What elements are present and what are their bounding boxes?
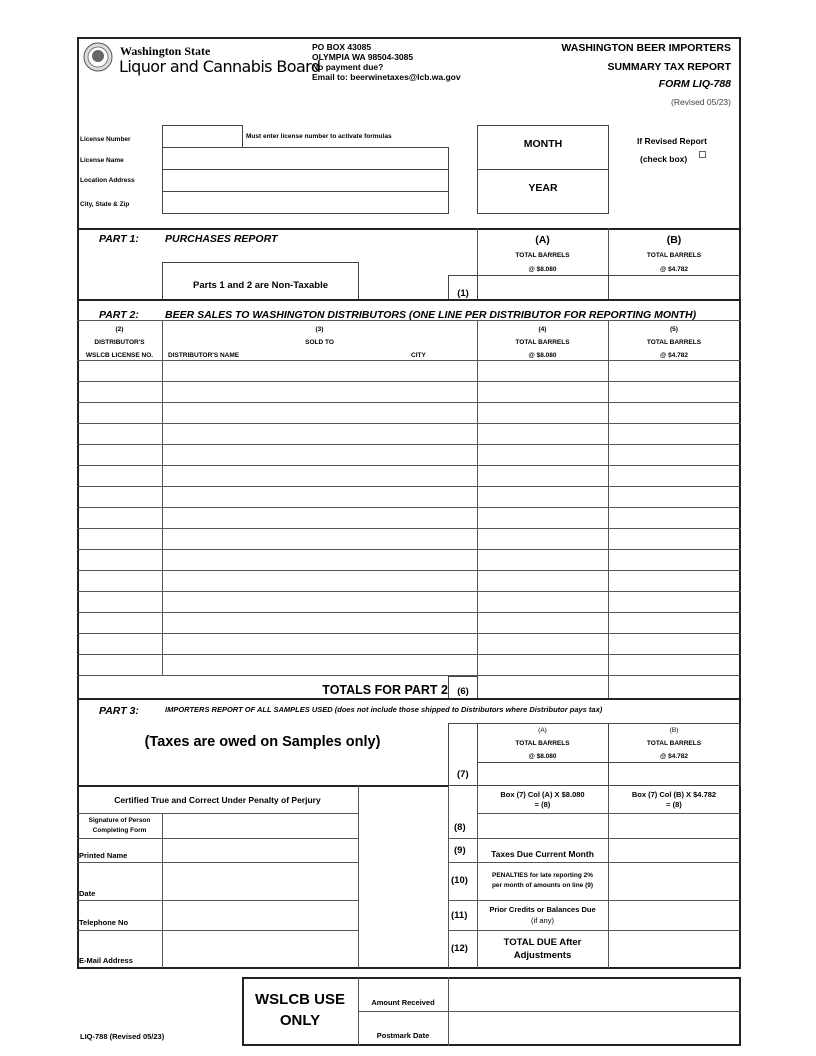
line-9-input[interactable] [609,839,740,862]
distributor-name-cell[interactable] [163,361,477,381]
col-4-cell[interactable] [478,613,608,633]
form-number: FORM LIQ-788 [658,78,731,90]
month-label: MONTH [523,138,563,150]
col-b-header: (B) [666,234,682,246]
col-4-cell[interactable] [478,361,608,381]
col-4-cell[interactable] [478,466,608,486]
line-10-input[interactable] [609,863,740,900]
col-5-cell[interactable] [609,571,740,591]
license-no-cell[interactable] [78,634,162,654]
distributor-name-cell[interactable] [163,403,477,423]
total-barrels-label: TOTAL BARRELS [646,740,702,747]
license-no-cell[interactable] [78,592,162,612]
col-5-cell[interactable] [609,487,740,507]
col-4-rate: @ $8.080 [528,352,557,359]
part1-title: PURCHASES REPORT [165,233,278,245]
calc-a-eq: = (8) [534,800,551,809]
revised-report-label: If Revised Report [637,136,707,146]
license-no-cell[interactable] [78,613,162,633]
col-4-number: (4) [538,326,547,333]
license-no-cell[interactable] [78,445,162,465]
distributor-name-cell[interactable] [163,508,477,528]
footer-form-id: LIQ-788 (Revised 05/23) [80,1032,165,1041]
signature-label: Signature of Person [88,817,151,824]
part3-title: IMPORTERS REPORT OF ALL SAMPLES USED (does not include those shipped to Distributors where Distributor pays tax) [165,705,603,714]
email-input[interactable] [163,931,358,968]
line-12-marker: (12) [451,943,468,954]
year-input[interactable] [477,169,609,214]
totals-col-4-input[interactable] [477,676,608,698]
samples-note: (Taxes are owed on Samples only) [144,734,381,750]
col-2-header: DISTRIBUTOR'S [94,339,145,346]
col-5-cell[interactable] [609,550,740,570]
city-input[interactable] [162,191,449,214]
part2-title: BEER SALES TO WASHINGTON DISTRIBUTORS (ONE LINE PER DISTRIBUTOR FOR REPORTING MONTH) [165,309,697,321]
col-5-cell[interactable] [609,403,740,423]
line-12-input[interactable] [609,931,740,968]
revised-date: (Revised 05/23) [670,97,731,107]
divider [77,299,741,301]
part1-col-b-input[interactable] [608,275,741,300]
rate-b: @ $4.782 [659,266,689,273]
amount-received-label: Amount Received [371,998,435,1007]
col-5-cell[interactable] [609,424,740,444]
telephone-input[interactable] [163,901,358,930]
divider [77,785,448,787]
license-no-cell[interactable] [78,508,162,528]
distributor-name-cell[interactable] [163,571,477,591]
col-5-number: (5) [670,326,678,333]
license-no-cell[interactable] [78,466,162,486]
totals-label: TOTALS FOR PART 2 [322,683,448,697]
divider [358,785,359,968]
col-4-cell[interactable] [478,529,608,549]
total-due-label: Adjustments [513,950,572,961]
distributor-name-cell[interactable] [163,445,477,465]
printed-name-input[interactable] [163,839,358,862]
license-no-cell[interactable] [78,487,162,507]
org-line2: Liquor and Cannabis Board [119,57,321,76]
certify-title: Certified True and Correct Under Penalty of Perjury [114,795,321,805]
address-line: OLYMPIA WA 98504-3085 [312,52,414,62]
col-5-cell[interactable] [609,592,740,612]
distributor-name-cell[interactable] [163,424,477,444]
col-4-cell[interactable] [478,655,608,675]
non-taxable-note [162,262,359,300]
col-4-cell[interactable] [478,424,608,444]
location-label: Location Address [80,177,135,184]
year-label: YEAR [528,182,558,194]
part1-col-a-input[interactable] [477,275,609,300]
license-note: Must enter license number to activate formulas [246,133,392,140]
address-line: PO BOX 43085 [312,42,372,52]
org-line1: Washington State [120,44,211,58]
line-1-marker: (1) [448,275,478,300]
penalties-label: PENALTIES for late reporting 2% [491,872,593,879]
check-box-label: (check box) [640,154,688,164]
telephone-label: Telephone No [79,918,129,927]
divider [448,785,449,968]
col-2-subheader: WSLCB LICENSE NO. [85,352,154,359]
col-5-cell[interactable] [609,466,740,486]
col-b-label: (B) [669,727,679,734]
distributor-name-cell[interactable] [163,529,477,549]
license-no-cell[interactable] [78,382,162,402]
col-5-cell[interactable] [609,382,740,402]
signature-input[interactable] [163,814,358,838]
divider [77,320,741,321]
col-5-header: TOTAL BARRELS [646,339,702,346]
distributor-name-cell[interactable] [163,655,477,675]
total-due-label: TOTAL DUE After [503,937,582,948]
col-4-cell[interactable] [478,403,608,423]
amount-received-input[interactable] [449,978,739,1011]
line-10-marker: (10) [451,875,468,886]
divider [77,228,741,230]
total-barrels-label: TOTAL BARRELS [515,740,570,747]
col-4-header: TOTAL BARRELS [515,339,570,346]
col-4-cell[interactable] [478,445,608,465]
distributor-name-cell[interactable] [163,634,477,654]
col-4-cell[interactable] [478,592,608,612]
form-subtitle: SUMMARY TAX REPORT [607,61,731,73]
license-no-cell[interactable] [78,550,162,570]
prior-credits-label: (if any) [531,916,554,925]
col-4-cell[interactable] [478,508,608,528]
line-8-col-b-input[interactable] [609,814,740,838]
col-5-cell[interactable] [609,655,740,675]
line-7-col-a-input[interactable] [477,762,609,786]
form-title: WASHINGTON BEER IMPORTERS [561,42,731,54]
col-3-header: SOLD TO [305,339,334,346]
distributor-name-cell[interactable] [163,382,477,402]
license-number-label: License Number [80,136,131,143]
email-address: Email to: beerwinetaxes@lcb.wa.gov [312,72,461,82]
rate-a: @ $8.080 [528,266,557,273]
revised-checkbox[interactable] [699,151,706,158]
part2-label: PART 2: [99,309,139,321]
total-barrels-label: TOTAL BARRELS [515,252,570,259]
col-a-label: (A) [538,727,547,734]
license-no-cell[interactable] [78,361,162,381]
calc-a-label: Box (7) Col (A) X $8.080 [500,790,585,799]
rate-b: @ $4.782 [659,753,689,760]
col-5-cell[interactable] [609,634,740,654]
email-label: E-Mail Address [79,956,133,965]
col-5-cell[interactable] [609,445,740,465]
part3-label: PART 3: [99,705,139,717]
col-5-cell[interactable] [609,361,740,381]
office-use-label: ONLY [279,1012,321,1029]
distributor-name-cell[interactable] [163,592,477,612]
line-9-marker: (9) [454,845,466,856]
state-seal-logo [83,42,113,72]
line-7-col-b-input[interactable] [608,762,741,786]
prior-credits-label: Prior Credits or Balances Due [489,905,596,914]
col-5-cell[interactable] [609,529,740,549]
divider [77,698,741,700]
rate-a: @ $8.080 [528,753,557,760]
non-taxable-text: Parts 1 and 2 are Non-Taxable [193,280,328,291]
month-input[interactable] [477,125,609,170]
license-name-label: License Name [80,157,124,164]
printed-name-label: Printed Name [79,851,128,860]
col-4-cell[interactable] [478,382,608,402]
line-11-marker: (11) [451,910,468,921]
line-8-marker: (8) [454,822,466,833]
col-4-cell[interactable] [478,571,608,591]
distributor-name-cell[interactable] [163,487,477,507]
postmark-date-input[interactable] [449,1012,739,1045]
calc-b-eq: = (8) [666,800,682,809]
city-header: CITY [411,352,426,359]
penalties-label: per month of amounts on line (9) [491,882,594,889]
line-8-col-a-input[interactable] [478,814,608,838]
col-4-cell[interactable] [478,550,608,570]
col-4-cell[interactable] [478,487,608,507]
taxes-due-label: Taxes Due Current Month [491,849,594,859]
date-label: Date [79,889,96,898]
part1-label: PART 1: [99,233,139,245]
signature-label: Completing Form [92,827,147,834]
city-label: City, State & Zip [80,201,130,208]
col-4-cell[interactable] [478,634,608,654]
total-barrels-label: TOTAL BARRELS [646,252,702,259]
col-5-cell[interactable] [609,508,740,528]
postmark-date-label: Postmark Date [376,1031,430,1040]
distributor-name-cell[interactable] [163,613,477,633]
line-7-marker: (7) [448,723,478,786]
license-number-input[interactable] [162,125,243,148]
distributor-name-header: DISTRIBUTOR'S NAME [168,352,240,359]
col-5-rate: @ $4.782 [659,352,689,359]
office-use-label: WSLCB USE [255,991,345,1008]
license-name-input[interactable] [162,147,449,170]
col-5-cell[interactable] [609,613,740,633]
address-line: No payment due? [312,62,384,72]
distributor-name-cell[interactable] [163,550,477,570]
col-3-number: (3) [315,326,324,333]
license-no-cell[interactable] [78,571,162,591]
line-11-input[interactable] [609,901,740,930]
location-input[interactable] [162,169,449,192]
license-no-cell[interactable] [78,529,162,549]
col-a-header: (A) [535,234,550,246]
license-no-cell[interactable] [78,655,162,675]
totals-col-5-input[interactable] [608,676,740,698]
distributor-name-cell[interactable] [163,466,477,486]
line-6-marker: (6) [448,676,478,699]
calc-b-label: Box (7) Col (B) X $4.782 [631,790,717,799]
col-2-number: (2) [115,326,124,333]
date-input[interactable] [163,863,358,900]
license-no-cell[interactable] [78,424,162,444]
license-no-cell[interactable] [78,403,162,423]
